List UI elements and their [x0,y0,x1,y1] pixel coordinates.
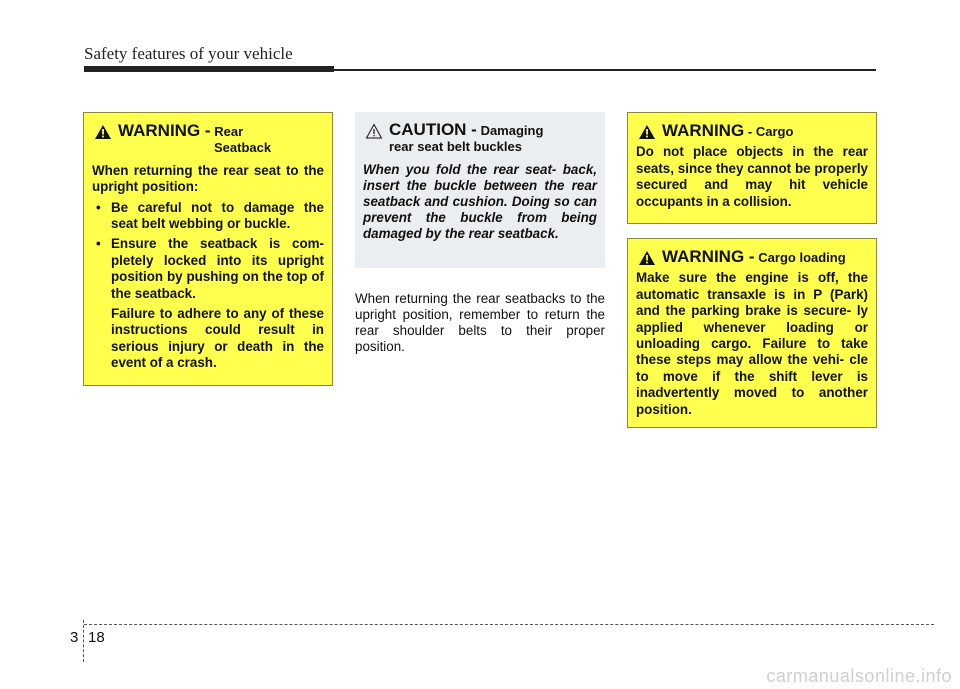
warning-label: WARNING [662,121,745,140]
warning-intro: When returning the rear seat to the upright position: [92,162,324,195]
warning-bullet-list [92,200,324,302]
warning-triangle-icon [638,124,656,140]
caution-triangle-icon [365,123,383,139]
warning-subtitle: - Cargo [747,124,794,139]
warning-body: Make sure the engine is off, the automatic transaxle is in P (Park) and the parking brake is secure- ly applied whenever loading or unloading cargo. Failure to take these steps may allow the vehi- cle to move if the shift lever is inadvertently moved to another position. [636,270,868,417]
warning-box-cargo-loading [627,238,877,428]
warning-closing: Failure to adhere to any of these instructions could result in serious injury or death in the event of a crash. [111,306,324,371]
caution-body: When you fold the rear seat- back, insert the buckle between the rear seatback and cushion. Doing so can prevent the buckle from being damaged by the rear seatback. [363,161,597,241]
warning-label: WARNING - [118,121,211,140]
warning-box-rear-seatback [83,112,333,386]
warning-body: Do not place objects in the rear seats, since they cannot be properly secured and may hit vehicle occupants in a collision. [636,144,868,209]
footer-divider [84,624,934,625]
page-header-title: Safety features of your vehicle [84,44,293,63]
chapter-number: 3 [70,629,79,646]
caution-subtitle-line2: rear seat belt buckles [389,139,522,155]
warning-subtitle: Rear [214,124,244,139]
header-rule-thin [334,69,876,71]
warning-triangle-icon [94,124,112,140]
warning-subtitle-line2: Seatback [214,140,272,156]
page-number: 18 [88,629,105,646]
footer-page-divider [83,620,84,662]
caution-subtitle: Damaging [480,123,544,138]
warning-label: WARNING - [662,247,755,266]
header-rule-thick [84,66,334,72]
body-paragraph: When returning the rear seatbacks to the upright position, remember to return the rear shoulder belts to their proper position. [355,291,605,354]
caution-label: CAUTION - [389,120,477,139]
list-item: • Ensure the seatback is com- pletely locked into its upright position by pushing on the top of the seatback. [92,236,324,302]
watermark: carmanualsonline.info [766,666,952,686]
list-item: • Be careful not to damage the seat belt webbing or buckle. [92,200,324,233]
warning-subtitle: Cargo loading [758,250,846,265]
caution-box-buckles [355,112,605,268]
warning-box-cargo [627,112,877,224]
warning-triangle-icon [638,250,656,266]
